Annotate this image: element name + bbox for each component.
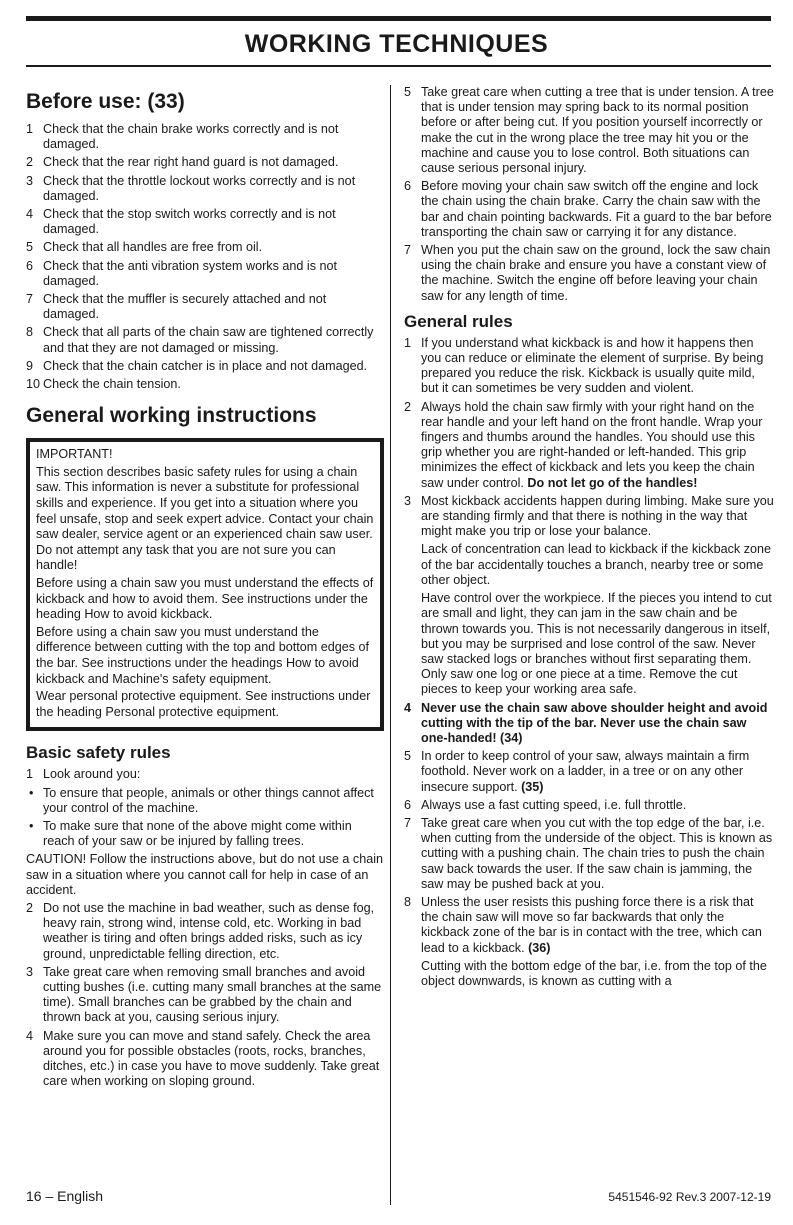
list-item: 7 Take great care when you cut with the top edge of the bar, i.e. when cutting from the underside of the object. This is known as cutting with a pushing chain. The chain tries to push the chain saw back towards the user. If the saw chain is jamming, the saw may be pushed back at you. [404,815,773,891]
caution-paragraph: CAUTION! Follow the instructions above, but do not use a chain saw in a situation where you cannot call for help in case of an accident. [26,852,384,897]
list-item: 3 Take great care when removing small branches and avoid cutting bushes (i.e. cutting many small branches at the same time). Small branches can be grabbed by the chain and thrown back at you, causing serious injury. [26,964,382,1025]
important-paragraph: Wear personal protective equipment. See instructions under the heading Personal protective equipment. [36,689,371,719]
before-use-heading: Before use: (33) [26,90,185,113]
list-item: 1 If you understand what kickback is and how it happens then you can reduce or eliminate the element of surprise. By being prepared you reduce the risk. Kickback is usually quite mild, but it can sometimes be very sudden and violent. [404,335,764,396]
important-paragraph: Before using a chain saw you must understand the difference between cutting with the top and bottom edges of the bar. See instructions under the headings How to avoid kickback and Machine's safety equipment. [36,624,370,686]
list-item: 4 Never use the chain saw above shoulder height and avoid cutting with the tip of the bar. Never use the chain saw one-handed! (34) [404,700,768,745]
list-item: 2 Do not use the machine in bad weather, such as dense fog, heavy rain, strong wind, intense cold, etc. Working in bad weather is tiring and often brings added risks, such as icy ground, unpredictable felling direction, etc. [26,900,375,961]
document-code: 5451546-92 Rev.3 2007-12-19 [608,1190,771,1204]
list-item-paragraph: Have control over the workpiece. If the pieces you intend to cut are small and light, they can jam in the saw chain and be thrown towards you. This is not necessarily dangerous in itself, but you may be surprised and lose control of the saw. Never saw stacked logs or branches without first separating them. Only saw one log or one piece at a time. Remove the cut pieces to keep your working area safe. [421,591,772,697]
list-item: 2 Check that the rear right hand guard is not damaged. [26,155,339,170]
general-working-heading: General working instructions [26,404,317,428]
list-item: 3 Check that the throttle lockout works correctly and is not damaged. [26,173,356,203]
page-header: WORKING TECHNIQUES [244,30,549,58]
list-item: 5 Check that all handles are free from oil. [26,240,263,255]
page-number: 16 – English [26,1188,104,1204]
right-column [404,85,774,992]
header-bottom-rule [26,65,771,67]
column-divider [390,85,391,1205]
list-item-paragraph: Lack of concentration can lead to kickback if the kickback zone of the bar accidentally touches a branch, nearby tree or some other object. [421,542,772,587]
list-item: 8 Check that all parts of the chain saw are tightened correctly and that they are not damaged or missing. [26,325,374,355]
bullet-item: • To ensure that people, animals or other things cannot affect your control of the machine. [29,785,374,815]
list-item: 1 Look around you: [26,767,141,782]
before-use-list [26,122,384,392]
list-item: 2 Always hold the chain saw firmly with your right hand on the rear handle and your left hand on the front handle. Wrap your fingers and thumbs around the handles. You should use this grip whether you are right-handed or left-handed. This grip minimizes the effect of kickback and lets you keep the chain saw under control. Do not let go of the handles! [404,399,763,490]
important-title: IMPORTANT! [36,447,113,462]
list-item: 9 Check that the chain catcher is in place and not damaged. [26,358,368,373]
list-item: 5 In order to keep control of your saw, always maintain a firm foothold. Never work on a ladder, in a tree or on any other insecure support. (35) [404,749,750,794]
list-item: 8 Unless the user resists this pushing force there is a risk that the chain saw will move so far backwards that only the kickback zone of the bar is in contact with the tree, which can lead to a kickback. (36) [404,894,762,955]
important-paragraph: This section describes basic safety rules for using a chain saw. This information is never a substitute for professional skills and experience. If you get into a situation where you feel unsafe, stop and seek expert advice. Contact your chain saw dealer, service agent or an experienced chain saw user. Do not attempt any task that you are not sure you can handle! [36,464,374,573]
basic-safety-heading: Basic safety rules [26,743,171,763]
important-paragraph: Before using a chain saw you must understand the effects of kickback and how to avoid them. See instructions under the heading How to avoid kickback. [36,576,374,622]
list-item: 6 Check that the anti vibration system works and is not damaged. [26,258,337,288]
list-item-paragraph: Cutting with the bottom edge of the bar, i.e. from the top of the object downwards, is known as cutting with a [421,958,767,988]
important-notice-box [26,438,384,731]
list-item: 3 Most kickback accidents happen during limbing. Make sure you are standing firmly and that there is nothing in the way that might make you trip or lose your balance. [404,493,774,539]
list-item: 1 Check that the chain brake works correctly and is not damaged. [26,122,339,152]
list-item: 4 Check that the stop switch works correctly and is not damaged. [26,207,336,237]
left-column [26,85,384,1092]
list-item: 6 Before moving your chain saw switch off the engine and lock the chain using the chain brake. Carry the chain saw with the bar and chain pointing backwards. Fit a guard to the bar before transporting the chain saw or carrying it for any distance. [404,179,772,239]
list-item: 7 When you put the chain saw on the ground, lock the saw chain using the chain brake and ensure you have a constant view of the machine. Switch the engine off before leaving your chain saw for any length of time. [404,243,771,303]
list-item: 5 Take great care when cutting a tree that is under tension. A tree that is under tension may spring back to its normal position before or after being cut. If you position yourself incorrectly or make the cut in the wrong place the tree may hit you or the machine and cause you to lose control. Both situations can cause serious personal injury. [404,85,774,176]
header-top-rule [26,16,771,21]
general-rules-heading: General rules [404,311,513,331]
bullet-item: • To make sure that none of the above might come within reach of your saw or be injured by falling trees. [29,818,352,849]
list-item: 4 Make sure you can move and stand safely. Check the area around you for possible obstacles (roots, rocks, branches, ditches, etc.) in case you have to move suddenly. Take great care when working on sloping ground. [26,1028,380,1089]
list-item: 10 Check the chain tension. [26,377,181,392]
list-item: 7 Check that the muffler is securely attached and not damaged. [26,292,327,322]
list-item: 6 Always use a fast cutting speed, i.e. full throttle. [404,797,687,812]
